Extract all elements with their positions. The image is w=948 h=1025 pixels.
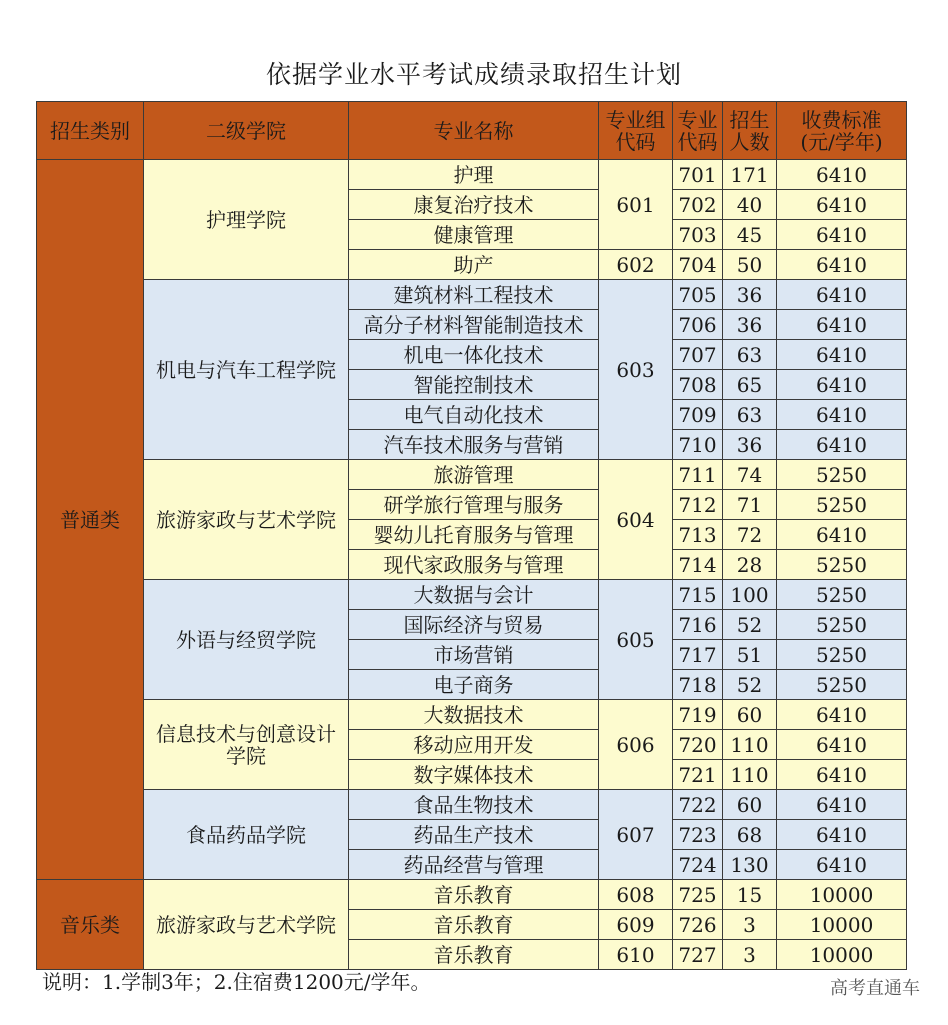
table-row <box>37 580 907 610</box>
header-count-line2: 人数 <box>729 129 770 154</box>
group-code-cell: 602 <box>599 250 673 280</box>
count-cell: 36 <box>723 310 777 340</box>
count-cell: 110 <box>723 730 777 760</box>
college-cell: 信息技术与创意设计学院 <box>144 700 349 790</box>
count-cell: 71 <box>723 490 777 520</box>
count-cell: 36 <box>723 280 777 310</box>
major-name-cell: 大数据技术 <box>349 700 599 730</box>
major-code-cell: 707 <box>673 340 723 370</box>
major-name-cell: 机电一体化技术 <box>349 340 599 370</box>
major-name-cell: 大数据与会计 <box>349 580 599 610</box>
watermark: 高考直通车 <box>830 978 920 999</box>
fee-cell: 5250 <box>777 550 907 580</box>
count-cell: 36 <box>723 430 777 460</box>
header-count-line1: 招生 <box>729 107 770 132</box>
group-code-cell: 604 <box>599 460 673 580</box>
major-name-cell: 电子商务 <box>349 670 599 700</box>
fee-cell: 6410 <box>777 310 907 340</box>
college-cell: 旅游家政与艺术学院 <box>144 460 349 580</box>
header-row <box>37 102 907 160</box>
major-code-cell: 713 <box>673 520 723 550</box>
count-cell: 52 <box>723 610 777 640</box>
count-cell: 100 <box>723 580 777 610</box>
major-name-cell: 药品生产技术 <box>349 820 599 850</box>
page-title: 依据学业水平考试成绩录取招生计划 <box>265 60 682 89</box>
major-name-cell: 国际经济与贸易 <box>349 610 599 640</box>
major-name-cell: 药品经营与管理 <box>349 850 599 880</box>
fee-cell: 6410 <box>777 820 907 850</box>
major-name-cell: 电气自动化技术 <box>349 400 599 430</box>
fee-cell: 5250 <box>777 640 907 670</box>
major-code-cell: 715 <box>673 580 723 610</box>
fee-cell: 5250 <box>777 580 907 610</box>
category-cell: 普通类 <box>37 160 144 880</box>
fee-cell: 6410 <box>777 520 907 550</box>
header-group-code-line2: 代码 <box>615 129 656 154</box>
fee-cell: 6410 <box>777 730 907 760</box>
fee-cell: 6410 <box>777 700 907 730</box>
count-cell: 65 <box>723 370 777 400</box>
count-cell: 15 <box>723 880 777 910</box>
count-cell: 45 <box>723 220 777 250</box>
major-code-cell: 720 <box>673 730 723 760</box>
count-cell: 74 <box>723 460 777 490</box>
fee-cell: 6410 <box>777 190 907 220</box>
major-code-cell: 723 <box>673 820 723 850</box>
count-cell: 171 <box>723 160 777 190</box>
major-name-cell: 健康管理 <box>349 220 599 250</box>
major-name-cell: 食品生物技术 <box>349 790 599 820</box>
fee-cell: 5250 <box>777 490 907 520</box>
count-cell: 50 <box>723 250 777 280</box>
table-row <box>37 700 907 730</box>
count-cell: 52 <box>723 670 777 700</box>
group-code-cell: 608 <box>599 880 673 910</box>
fee-cell: 10000 <box>777 880 907 910</box>
header-count <box>723 102 777 160</box>
major-name-cell: 数字媒体技术 <box>349 760 599 790</box>
major-code-cell: 703 <box>673 220 723 250</box>
fee-cell: 5250 <box>777 460 907 490</box>
group-code-cell: 606 <box>599 700 673 790</box>
major-name-cell: 音乐教育 <box>349 880 599 910</box>
major-code-cell: 716 <box>673 610 723 640</box>
major-name-cell: 移动应用开发 <box>349 730 599 760</box>
header-fee-line1: 收费标准 <box>801 107 882 132</box>
major-code-cell: 722 <box>673 790 723 820</box>
header-major-code-line2: 代码 <box>677 129 718 154</box>
count-cell: 72 <box>723 520 777 550</box>
count-cell: 63 <box>723 400 777 430</box>
major-name-cell: 旅游管理 <box>349 460 599 490</box>
fee-cell: 6410 <box>777 280 907 310</box>
table-row <box>37 280 907 310</box>
fee-cell: 6410 <box>777 790 907 820</box>
major-code-cell: 727 <box>673 940 723 970</box>
count-cell: 3 <box>723 910 777 940</box>
header-major-code <box>673 102 723 160</box>
header-category: 招生类别 <box>37 102 144 160</box>
fee-cell: 6410 <box>777 340 907 370</box>
major-code-cell: 724 <box>673 850 723 880</box>
group-code-cell: 610 <box>599 940 673 970</box>
fee-cell: 6410 <box>777 760 907 790</box>
count-cell: 60 <box>723 790 777 820</box>
major-name-cell: 助产 <box>349 250 599 280</box>
footnote: 说明：1.学制3年；2.住宿费1200元/学年。 <box>42 970 431 994</box>
major-code-cell: 719 <box>673 700 723 730</box>
major-name-cell: 现代家政服务与管理 <box>349 550 599 580</box>
major-code-cell: 705 <box>673 280 723 310</box>
group-code-cell: 603 <box>599 280 673 460</box>
count-cell: 63 <box>723 340 777 370</box>
group-code-cell: 601 <box>599 160 673 250</box>
group-code-cell: 609 <box>599 910 673 940</box>
group-code-cell: 605 <box>599 580 673 700</box>
major-code-cell: 708 <box>673 370 723 400</box>
major-name-cell: 高分子材料智能制造技术 <box>349 310 599 340</box>
major-code-cell: 701 <box>673 160 723 190</box>
major-name-cell: 建筑材料工程技术 <box>349 280 599 310</box>
count-cell: 3 <box>723 940 777 970</box>
enrollment-plan-table <box>36 101 907 970</box>
major-code-cell: 710 <box>673 430 723 460</box>
major-name-cell: 智能控制技术 <box>349 370 599 400</box>
major-name-cell: 汽车技术服务与营销 <box>349 430 599 460</box>
fee-cell: 6410 <box>777 370 907 400</box>
major-name-cell: 研学旅行管理与服务 <box>349 490 599 520</box>
fee-cell: 5250 <box>777 670 907 700</box>
major-code-cell: 711 <box>673 460 723 490</box>
header-college: 二级学院 <box>144 102 349 160</box>
major-name-cell: 音乐教育 <box>349 910 599 940</box>
header-fee-line2: (元/学年) <box>800 129 883 154</box>
group-code-cell: 607 <box>599 790 673 880</box>
count-cell: 68 <box>723 820 777 850</box>
major-code-cell: 718 <box>673 670 723 700</box>
fee-cell: 6410 <box>777 400 907 430</box>
fee-cell: 6410 <box>777 160 907 190</box>
major-code-cell: 704 <box>673 250 723 280</box>
fee-cell: 6410 <box>777 220 907 250</box>
header-group-code <box>599 102 673 160</box>
count-cell: 51 <box>723 640 777 670</box>
table-row <box>37 880 907 910</box>
header-major-name: 专业名称 <box>349 102 599 160</box>
major-code-cell: 721 <box>673 760 723 790</box>
header-major-code-line1: 专业 <box>677 107 718 132</box>
major-code-cell: 706 <box>673 310 723 340</box>
fee-cell: 6410 <box>777 850 907 880</box>
major-name-cell: 音乐教育 <box>349 940 599 970</box>
header-fee <box>777 102 907 160</box>
major-code-cell: 714 <box>673 550 723 580</box>
fee-cell: 10000 <box>777 940 907 970</box>
major-code-cell: 717 <box>673 640 723 670</box>
major-name-cell: 市场营销 <box>349 640 599 670</box>
header-group-code-line1: 专业组 <box>605 107 666 132</box>
college-cell: 护理学院 <box>144 160 349 280</box>
college-cell: 食品药品学院 <box>144 790 349 880</box>
count-cell: 40 <box>723 190 777 220</box>
major-name-cell: 康复治疗技术 <box>349 190 599 220</box>
count-cell: 130 <box>723 850 777 880</box>
category-cell: 音乐类 <box>37 880 144 970</box>
major-code-cell: 709 <box>673 400 723 430</box>
major-code-cell: 725 <box>673 880 723 910</box>
major-name-cell: 护理 <box>349 160 599 190</box>
fee-cell: 10000 <box>777 910 907 940</box>
table-row <box>37 160 907 190</box>
fee-cell: 6410 <box>777 430 907 460</box>
major-code-cell: 712 <box>673 490 723 520</box>
college-cell: 机电与汽车工程学院 <box>144 280 349 460</box>
major-code-cell: 726 <box>673 910 723 940</box>
count-cell: 110 <box>723 760 777 790</box>
fee-cell: 5250 <box>777 610 907 640</box>
count-cell: 60 <box>723 700 777 730</box>
college-cell: 外语与经贸学院 <box>144 580 349 700</box>
count-cell: 28 <box>723 550 777 580</box>
major-code-cell: 702 <box>673 190 723 220</box>
table-row <box>37 790 907 820</box>
table-row <box>37 460 907 490</box>
fee-cell: 6410 <box>777 250 907 280</box>
college-cell: 旅游家政与艺术学院 <box>144 880 349 970</box>
major-name-cell: 婴幼儿托育服务与管理 <box>349 520 599 550</box>
